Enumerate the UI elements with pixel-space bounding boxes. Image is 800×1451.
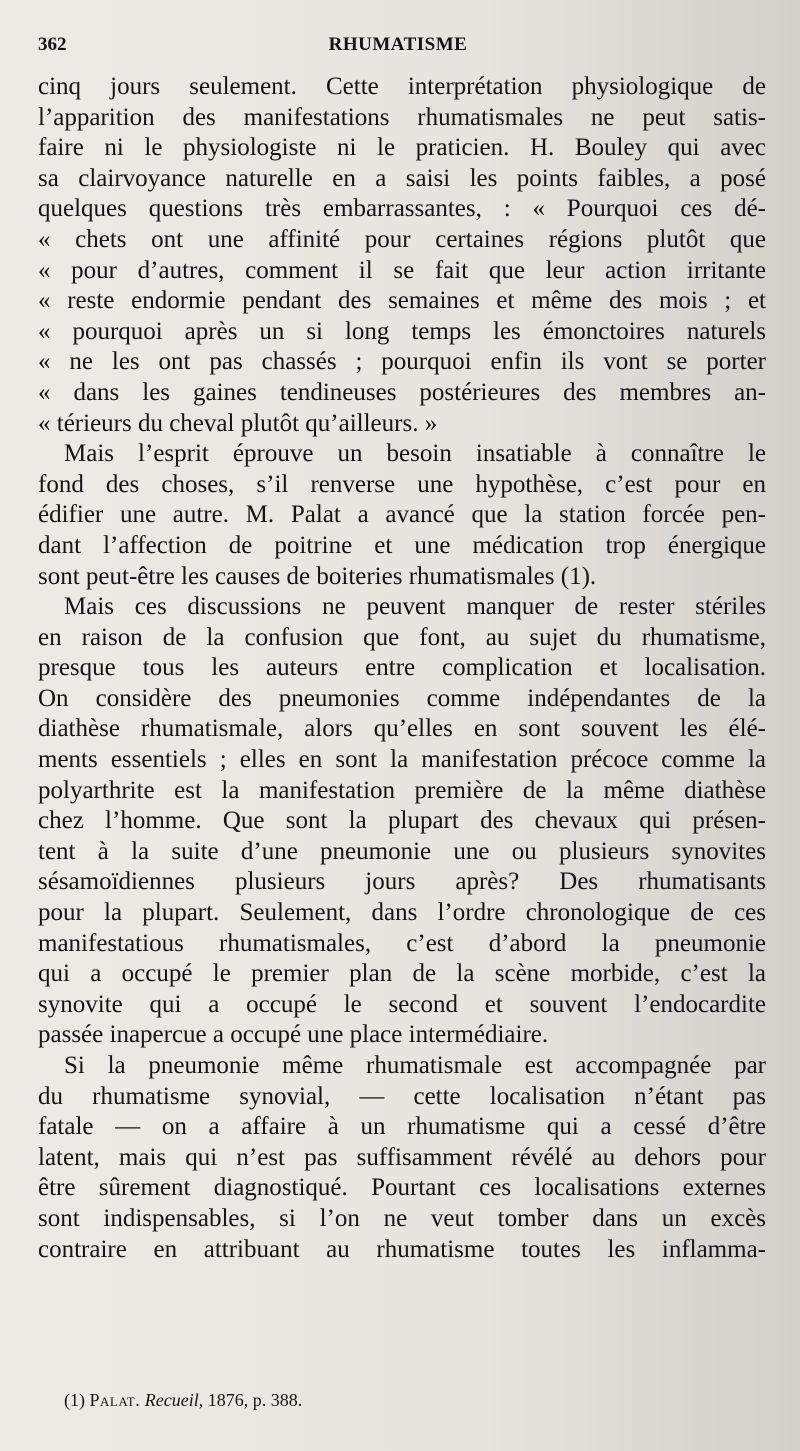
text-line: presque tous les auteurs entre complication et localisation. bbox=[38, 654, 766, 682]
footnote-author: Palat. bbox=[89, 1390, 141, 1410]
text-line: sont peut-être les causes de boiteries rhumatismales (1). bbox=[38, 562, 597, 590]
text-line: « chets ont une affinité pour certaines régions plutôt que bbox=[38, 225, 766, 253]
text-line: Si la pneumonie même rhumatismale est accompagnée par bbox=[64, 1052, 766, 1079]
text-line: « reste endormie pendant des semaines et même des mois ; et bbox=[38, 287, 766, 315]
text-line: fond des choses, s’il renverse une hypothèse, c’est pour en bbox=[38, 470, 766, 498]
text-line: en raison de la confusion que font, au sujet du rhumatisme, bbox=[38, 623, 766, 651]
text-line: polyarthrite est la manifestation première de la même diathèse bbox=[38, 776, 766, 804]
text-line: contraire en attribuant au rhumatisme toutes les inflamma- bbox=[38, 1235, 766, 1263]
text-line: chez l’homme. Que sont la plupart des chevaux qui présen- bbox=[38, 807, 766, 835]
text-line: « térieurs du cheval plutôt qu’ailleurs. » bbox=[38, 409, 438, 437]
text-line: « ne les ont pas chassés ; pourquoi enfin ils vont se porter bbox=[38, 348, 766, 376]
text-line: Mais ces discussions ne peuvent manquer de rester stériles bbox=[64, 593, 766, 621]
text-line: fatale — on a affaire à un rhumatisme qui a cessé d’être bbox=[38, 1113, 766, 1141]
text-line: On considère des pneumonies comme indépendantes de la bbox=[38, 684, 766, 712]
page-number: 362 bbox=[38, 34, 67, 55]
text-line: édifier une autre. M. Palat a avancé que la station forcée pen- bbox=[38, 501, 766, 529]
footnote-rest: 1876, p. 388. bbox=[203, 1390, 303, 1410]
text-line: Mais l’esprit éprouve un besoin insatiable à connaître le bbox=[64, 440, 766, 468]
body-text bbox=[38, 72, 766, 1265]
text-line: faire ni le physiologiste ni le praticien. H. Bouley qui avec bbox=[38, 134, 766, 162]
text-line: sa clairvoyance naturelle en a saisi les points faibles, a posé bbox=[38, 164, 766, 192]
text-line: passée inapercue a occupé une place intermédiaire. bbox=[38, 1021, 549, 1049]
text-line: sésamoïdiennes plusieurs jours après? Des rhumatisants bbox=[38, 868, 766, 896]
text-line: latent, mais qui n’est pas suffisamment révélé au dehors pour bbox=[38, 1143, 766, 1171]
footnote-source: Recueil, bbox=[144, 1390, 204, 1410]
text-line: « pour d’autres, comment il se fait que leur action irritante bbox=[38, 256, 766, 284]
text-line: dant l’affection de poitrine et une médication trop énergique bbox=[38, 531, 766, 559]
text-line: tent à la suite d’une pneumonie une ou plusieurs synovites bbox=[38, 837, 766, 865]
text-line: cinq jours seulement. Cette interprétation physiologique de bbox=[38, 73, 766, 100]
text-line: pour la plupart. Seulement, dans l’ordre chronologique de ces bbox=[38, 899, 766, 927]
text-line: « dans les gaines tendineuses postérieures des membres an- bbox=[38, 378, 766, 406]
text-line: ments essentiels ; elles en sont la manifestation précoce comme la bbox=[38, 746, 766, 774]
text-line: diathèse rhumatismale, alors qu’elles en sont souvent les élé- bbox=[38, 715, 766, 743]
text-line: « pourquoi après un si long temps les émonctoires naturels bbox=[38, 317, 766, 345]
text-line: quelques questions très embarrassantes, : « Pourquoi ces dé- bbox=[38, 195, 766, 223]
text-line: manifestatious rhumatismales, c’est d’abord la pneumonie bbox=[38, 929, 766, 957]
running-title: RHUMATISME bbox=[328, 34, 468, 55]
text-line: sont indispensables, si l’on ne veut tomber dans un excès bbox=[38, 1204, 766, 1232]
text-line: synovite qui a occupé le second et souvent l’endocardite bbox=[38, 990, 766, 1018]
footnote-marker: (1) bbox=[64, 1390, 85, 1410]
text-line: qui a occupé le premier plan de la scène morbide, c’est la bbox=[38, 960, 766, 988]
text-line: être sûrement diagnostiqué. Pourtant ces localisations externes bbox=[38, 1174, 766, 1202]
page-header bbox=[38, 34, 758, 60]
text-line: l’apparition des manifestations rhumatismales ne peut satis- bbox=[38, 103, 766, 131]
text-line: du rhumatisme synovial, — cette localisation n’étant pas bbox=[38, 1082, 766, 1110]
footnote bbox=[64, 1390, 760, 1411]
